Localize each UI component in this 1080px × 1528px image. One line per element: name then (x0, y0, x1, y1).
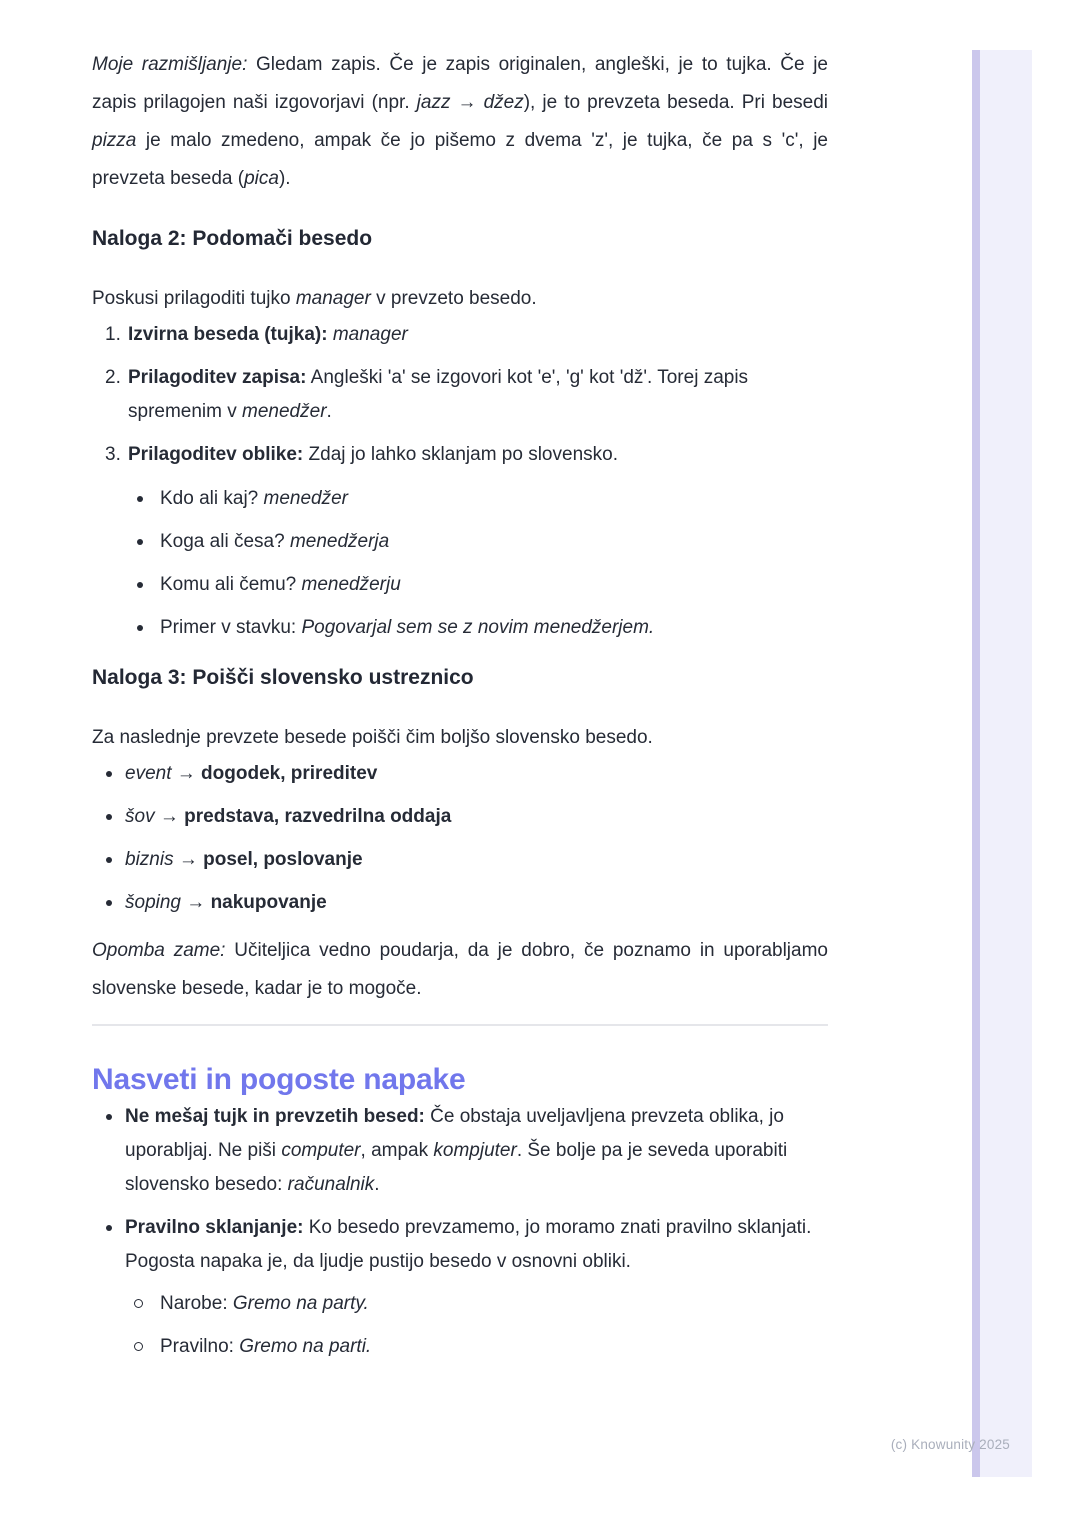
list-number: 1. (105, 324, 121, 345)
italic-term: jazz (416, 92, 451, 113)
list-item-text (160, 611, 828, 645)
text-segment: Za naslednje prevzete besede poišči čim boljšo slovensko besedo. (92, 727, 653, 748)
italic-term: džez (483, 92, 524, 113)
text-segment: Pravilno: (160, 1336, 240, 1357)
heading-task-2: Naloga 2: Podomači besedo (92, 227, 373, 250)
bullet-dot-icon (105, 757, 125, 791)
list-item-text (160, 568, 828, 602)
list-item-event (92, 757, 828, 791)
bold-translation: predstava, razvedrilna oddaja (184, 806, 452, 827)
list-item-dative (136, 568, 828, 602)
list-item-text (128, 318, 828, 352)
bullet-dot-icon (136, 482, 160, 516)
text-segment: Komu ali čemu? (160, 574, 302, 595)
list-item-text (125, 886, 828, 920)
list-item-text (160, 525, 828, 559)
bold-label: Izvirna beseda (tujka): (128, 324, 328, 345)
heading-task-3: Naloga 3: Poišči slovensko ustreznico (92, 666, 474, 689)
text-segment: Ko besedo prevzamemo, jo moramo znati pravilno sklanjati. Pogosta napaka je, da ljudje pustijo besedo v osnovni obliki. (125, 1217, 812, 1272)
list-item-text (128, 438, 828, 654)
list-item-text (160, 1287, 828, 1321)
italic-term: menedžerja (289, 531, 390, 552)
italic-term: menedžer (263, 488, 349, 509)
word-equivalents-list (92, 757, 828, 920)
italic-term: manager (295, 288, 371, 309)
list-item-text (125, 757, 828, 791)
text-segment: , ampak (360, 1140, 434, 1161)
italic-term: pizza (92, 130, 137, 151)
text-segment: v prevzeto besedo. (370, 288, 537, 309)
text-segment: Primer v stavku: (160, 617, 302, 638)
text-segment: je malo zmedeno, ampak če jo pišemo z dvema 'z', je tujka, če pa s 'c', je prevzeta beseda ( (92, 130, 828, 189)
list-item-text (125, 800, 828, 834)
list-item-text (125, 843, 828, 877)
text-segment: Poskusi prilagoditi tujko (92, 288, 296, 309)
paragraph-note-to-self (92, 932, 828, 1008)
italic-lead: Opomba zame: (92, 940, 226, 961)
paragraph-task-3-intro (92, 719, 828, 757)
list-item-text (160, 482, 828, 516)
italic-term: pica (244, 168, 279, 189)
bullet-dot-icon (105, 1100, 125, 1134)
list-number: 2. (105, 367, 121, 388)
text-segment: Angleški 'a' se izgovori kot 'e', 'g' kot 'dž'. Torej zapis spremenim v (128, 367, 749, 422)
list-item-spelling-adaptation (92, 361, 828, 429)
italic-sentence: Pogovarjal sem se z novim menedžerjem. (301, 617, 655, 638)
text-segment: . (326, 401, 332, 422)
bold-label: Pravilno sklanjanje: (125, 1217, 304, 1238)
italic-sentence: Gremo na parti. (239, 1336, 372, 1357)
list-item-nominative (136, 482, 828, 516)
bullet-dot-icon (105, 843, 125, 877)
notes-content (92, 0, 828, 1382)
paragraph-task-2-intro (92, 280, 828, 318)
text-segment: ). (278, 168, 291, 189)
bold-label: Prilagoditev zapisa: (128, 367, 307, 388)
italic-term: computer (281, 1140, 361, 1161)
arrow-text: → (171, 763, 202, 784)
arrow-text: → (154, 806, 185, 827)
text-segment: Učiteljica vedno poudarja, da je dobro, če poznamo in uporabljamo slovenske besede, kadar je to mogoče. (92, 940, 828, 999)
bold-label: Ne mešaj tujk in prevzetih besed: (125, 1106, 425, 1127)
list-item-biznis (92, 843, 828, 877)
italic-term: računalnik (287, 1174, 375, 1195)
bullet-dot-icon (136, 525, 160, 559)
section-divider (92, 1024, 828, 1026)
list-item-correct-declension (92, 1211, 828, 1373)
heading-tips-and-mistakes: Nasveti in pogoste napake (92, 1063, 466, 1096)
list-item-genitive (136, 525, 828, 559)
text-segment: Zdaj jo lahko sklanjam po slovensko. (303, 444, 618, 465)
arrow-text: → (181, 892, 211, 913)
list-item-sov (92, 800, 828, 834)
bullet-circle-icon (133, 1287, 160, 1321)
paragraph-my-reasoning (92, 46, 828, 198)
italic-term: menedžer (242, 401, 327, 422)
text-segment: . Še bolje pa je seveda uporabiti slovensko besedo: (125, 1140, 788, 1195)
bullet-dot-icon (136, 611, 160, 645)
bold-translation: posel, poslovanje (203, 849, 363, 870)
text-segment: Narobe: (160, 1293, 233, 1314)
text-segment: Kdo ali kaj? (160, 488, 259, 509)
italic-lead: Moje razmišljanje: (92, 54, 248, 75)
task-2-steps-list (92, 318, 828, 654)
arrow-text: → (450, 92, 484, 113)
list-item-original-word (92, 318, 828, 352)
bullet-dot-icon (105, 886, 125, 920)
text-segment: . (374, 1174, 380, 1195)
text-segment: ), je to prevzeta beseda. Pri besedi (523, 92, 829, 113)
text-segment: Koga ali česa? (160, 531, 285, 552)
bullet-dot-icon (105, 1211, 125, 1245)
list-item-dont-mix (92, 1100, 828, 1202)
tips-list (92, 1100, 828, 1373)
italic-term: event (125, 763, 172, 784)
text-segment: Gledam zapis. Če je zapis originalen, angleški, je to tujka. Če je zapis prilagojen naši izgovorjavi (npr. (92, 54, 828, 113)
page-edge-strip (980, 50, 1032, 1477)
list-item-soping (92, 886, 828, 920)
bold-translation: nakupovanje (210, 892, 327, 913)
page-edge-line (972, 50, 980, 1477)
list-item-wrong-example (133, 1287, 828, 1321)
italic-term: šoping (125, 892, 181, 913)
bold-translation: dogodek, prireditev (201, 763, 378, 784)
list-item-sentence-example (136, 611, 828, 645)
wrong-right-examples-list (125, 1287, 828, 1364)
text-segment: Če obstaja uveljavljena prevzeta oblika, jo uporabljaj. Ne piši (125, 1106, 784, 1161)
list-item-form-adaptation (92, 438, 828, 654)
bullet-dot-icon (105, 800, 125, 834)
italic-term: menedžerju (301, 574, 401, 595)
bold-label: Prilagoditev oblike: (128, 444, 304, 465)
italic-term: šov (125, 806, 155, 827)
list-item-text (125, 1211, 828, 1373)
arrow-text: → (173, 849, 204, 870)
bullet-dot-icon (136, 568, 160, 602)
declension-examples-list (128, 482, 828, 645)
list-item-right-example (133, 1330, 828, 1364)
list-number: 3. (105, 444, 121, 465)
list-item-text (160, 1330, 828, 1364)
italic-sentence: Gremo na party. (232, 1293, 369, 1314)
italic-term: kompjuter (433, 1140, 517, 1161)
list-item-text (128, 361, 828, 429)
list-item-text (125, 1100, 828, 1202)
copyright-footer: (c) Knowunity 2025 (890, 1437, 1010, 1452)
italic-term: manager (332, 324, 408, 345)
bullet-circle-icon (133, 1330, 160, 1364)
italic-term: biznis (125, 849, 174, 870)
